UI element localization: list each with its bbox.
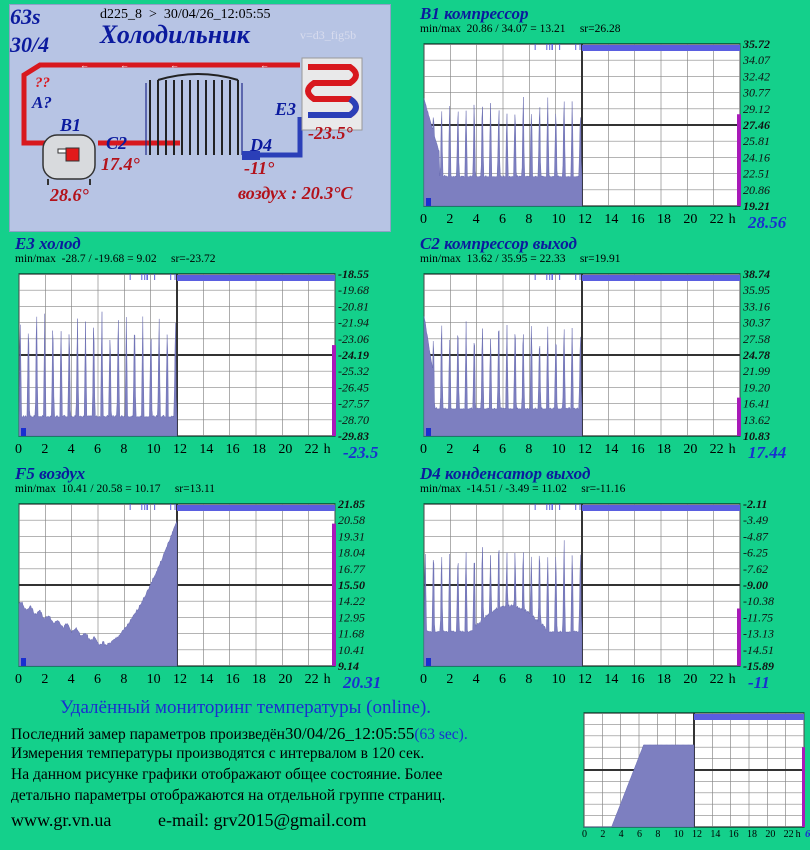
- x-tick-label: 10: [551, 672, 566, 687]
- x-tick-label: 6: [94, 672, 101, 687]
- y-tick-label: 24.16: [743, 150, 770, 165]
- x-tick-label: h: [728, 442, 736, 457]
- chart-panel-d4: [414, 464, 810, 690]
- x-tick-label: 6: [499, 442, 506, 457]
- chart-panel-c2: [414, 234, 810, 460]
- y-tick-label: 25.81: [743, 134, 770, 149]
- x-tick-label: 4: [472, 212, 480, 227]
- svg-text:←: ←: [120, 60, 129, 70]
- x-tick-label: 2: [446, 442, 454, 457]
- x-tick-label: 18: [657, 212, 671, 227]
- y-tick-label: 30.77: [743, 85, 770, 100]
- x-tick-label: 2: [600, 829, 606, 840]
- x-tick-label: 16: [630, 442, 645, 457]
- x-tick-label: 10: [551, 212, 566, 227]
- x-tick-label: 22: [304, 672, 319, 687]
- y-tick-label: -29.83: [338, 429, 369, 443]
- x-tick-label: 2: [446, 672, 454, 687]
- x-tick-label: h: [323, 442, 331, 457]
- x-tick-label: 16: [225, 442, 240, 457]
- y-tick-label: 18.04: [338, 545, 365, 560]
- x-tick-label: 6: [637, 829, 642, 840]
- age-label: 63s: [10, 4, 41, 29]
- x-tick-label: h: [323, 672, 331, 687]
- x-tick-label: 14: [199, 442, 214, 457]
- x-tick-label: 12: [578, 212, 592, 227]
- y-tick-label: -27.57: [338, 396, 369, 411]
- chart-stats: min/max 10.41 / 20.58 = 10.17 sr=13.11: [15, 483, 216, 495]
- schema-b1-label: B1: [60, 115, 82, 135]
- start-marker: [21, 658, 26, 666]
- chart-stats: min/max -14.51 / -3.49 = 11.02 sr=-11.16: [420, 483, 626, 495]
- y-tick-label: 19.21: [743, 199, 770, 213]
- x-tick-label: 12: [578, 442, 592, 457]
- y-tick-label: -19.68: [338, 283, 369, 298]
- svg-text:←: ←: [170, 60, 179, 70]
- x-tick-label: 8: [525, 212, 533, 227]
- y-tick-label: 19.31: [338, 529, 365, 544]
- y-tick-label: -20.81: [338, 299, 369, 314]
- x-tick-label: 10: [146, 672, 161, 687]
- x-tick-label: 20: [765, 829, 776, 840]
- x-tick-label: 20: [278, 672, 293, 687]
- x-tick-label: 14: [710, 829, 721, 840]
- y-tick-label: 35.95: [743, 283, 770, 298]
- y-tick-label: 30.37: [743, 315, 770, 330]
- current-level-bar: [737, 609, 741, 666]
- schema-c2-value: 17.4°: [101, 154, 140, 174]
- x-tick-label: 18: [252, 672, 266, 687]
- x-tick-label: 12: [173, 672, 187, 687]
- x-tick-label: 2: [41, 672, 49, 687]
- x-tick-label: 8: [120, 672, 128, 687]
- y-tick-label: 13.62: [743, 412, 770, 427]
- y-tick-label: -26.45: [338, 380, 369, 395]
- x-tick-label: 12: [578, 672, 592, 687]
- chart-panel-mini: [579, 708, 810, 850]
- schema-title: Холодильник: [100, 20, 250, 49]
- chart-svg: [9, 266, 405, 462]
- y-tick-label: 21.85: [338, 497, 365, 511]
- x-tick-label: 22: [709, 442, 724, 457]
- y-tick-label: 33.16: [743, 299, 770, 314]
- x-tick-label: 22: [709, 212, 724, 227]
- footer-line-3: На данном рисунке графики отображают общее состояние. Более: [11, 766, 443, 783]
- x-tick-label: 4: [618, 829, 624, 840]
- y-tick-label: 9.14: [338, 659, 359, 673]
- x-tick-label: 16: [630, 212, 645, 227]
- x-tick-label: 18: [747, 829, 757, 840]
- current-value: 6: [805, 828, 810, 840]
- chart-panel-f5: [9, 464, 405, 690]
- y-tick-label: -13.13: [743, 626, 774, 641]
- x-tick-label: 10: [146, 442, 161, 457]
- y-tick-label: -11.75: [743, 610, 774, 625]
- y-tick-label: 21.99: [743, 364, 770, 379]
- y-tick-label: 20.86: [743, 182, 770, 197]
- x-tick-label: 20: [683, 212, 698, 227]
- x-tick-label: h: [795, 829, 801, 840]
- x-tick-label: 8: [120, 442, 128, 457]
- footer-line-1-prefix: Последний замер параметров произведён: [11, 726, 285, 743]
- chart-svg: [414, 496, 810, 692]
- chart-stats: min/max -28.7 / -19.68 = 9.02 sr=-23.72: [15, 253, 216, 265]
- footer-line-1-age: (63 sec).: [414, 726, 468, 743]
- x-tick-label: h: [728, 212, 736, 227]
- y-tick-label: 16.41: [743, 396, 770, 411]
- x-tick-label: 2: [446, 212, 454, 227]
- footer-email-link[interactable]: e-mail: grv2015@gmail.com: [158, 810, 367, 830]
- y-tick-label: -9.00: [743, 578, 768, 592]
- x-tick-label: 8: [525, 672, 533, 687]
- compressor-icon: [43, 135, 95, 185]
- x-tick-label: 14: [604, 212, 619, 227]
- x-tick-label: 6: [94, 442, 101, 457]
- start-marker: [426, 428, 431, 436]
- x-tick-label: 6: [499, 672, 506, 687]
- x-tick-label: 20: [683, 442, 698, 457]
- x-tick-label: 12: [692, 829, 702, 840]
- current-value: 20.31: [343, 673, 382, 692]
- y-tick-label: 10.83: [743, 429, 770, 443]
- x-tick-label: 6: [499, 212, 506, 227]
- start-marker: [426, 658, 431, 666]
- x-tick-label: 22: [709, 672, 724, 687]
- footer-line-2: Измерения температуры производятся с интервалом в 120 сек.: [11, 745, 425, 762]
- current-level-bar: [332, 345, 336, 436]
- y-tick-label: 35.72: [743, 37, 770, 51]
- y-tick-label: -10.38: [743, 594, 774, 609]
- y-tick-label: -15.89: [743, 659, 774, 673]
- x-tick-label: 18: [252, 442, 266, 457]
- schema-a-label: A?: [32, 93, 52, 112]
- x-tick-label: 4: [472, 672, 480, 687]
- chart-title: F5 воздух: [15, 464, 86, 483]
- y-tick-label: 38.74: [743, 267, 770, 281]
- chart-title: E3 холод: [15, 234, 81, 253]
- svg-text:←: ←: [80, 60, 89, 70]
- current-value: -11: [748, 673, 770, 692]
- date-short: 30/4: [10, 32, 50, 57]
- y-tick-label: 29.12: [743, 101, 770, 116]
- future-band: [582, 45, 740, 51]
- y-tick-label: -6.25: [743, 545, 768, 560]
- y-tick-label: 32.42: [743, 69, 770, 84]
- x-tick-label: 18: [657, 672, 671, 687]
- y-tick-label: 20.58: [338, 513, 365, 528]
- footer-line-1-time: 30/04/26_12:05:55: [284, 724, 415, 743]
- device-timestamp: d225_8 > 30/04/26_12:05:55: [100, 7, 271, 22]
- x-tick-label: 0: [420, 212, 427, 227]
- x-tick-label: 2: [41, 442, 49, 457]
- y-tick-label: -14.51: [743, 642, 774, 657]
- x-tick-label: 0: [420, 442, 427, 457]
- version-label: v=d3_fig5b: [300, 28, 357, 42]
- y-tick-label: 10.41: [338, 642, 365, 657]
- future-band: [582, 505, 740, 511]
- future-band: [582, 275, 740, 281]
- x-tick-label: 10: [551, 442, 566, 457]
- x-tick-label: 8: [655, 829, 661, 840]
- y-tick-label: -28.70: [338, 412, 369, 427]
- svg-text:←: ←: [260, 60, 269, 70]
- chart-stats: min/max 20.86 / 34.07 = 13.21 sr=26.28: [420, 23, 621, 35]
- x-tick-label: 0: [15, 442, 22, 457]
- chart-panel-e3: [9, 234, 405, 460]
- start-marker: [21, 428, 26, 436]
- future-band: [694, 714, 804, 720]
- x-tick-label: 22: [304, 442, 319, 457]
- y-tick-label: 19.20: [743, 380, 770, 395]
- y-tick-label: -3.49: [743, 513, 768, 528]
- x-tick-label: 18: [657, 442, 671, 457]
- chart-title: C2 компрессор выход: [420, 234, 577, 253]
- y-tick-label: 34.07: [743, 53, 770, 68]
- x-tick-label: 16: [728, 829, 739, 840]
- x-tick-label: 8: [525, 442, 533, 457]
- chart-title: B1 компрессор: [420, 4, 529, 23]
- x-tick-label: 20: [683, 672, 698, 687]
- chart-svg: [9, 496, 405, 692]
- y-tick-label: 15.50: [338, 578, 365, 592]
- schema-d4-label: D4: [250, 135, 272, 155]
- footer-website-link[interactable]: www.gr.vn.ua: [11, 810, 112, 830]
- current-value: 28.56: [748, 213, 787, 232]
- chart-title: D4 конденсатор выход: [420, 464, 591, 483]
- x-tick-label: 0: [582, 829, 587, 840]
- start-marker: [426, 198, 431, 206]
- current-level-bar: [332, 524, 336, 666]
- schema-d4-value: -11°: [244, 158, 275, 178]
- footer-line-4: детально параметры отображаются на отдельной группе страниц.: [11, 787, 446, 804]
- y-tick-label: 27.58: [743, 331, 770, 346]
- chart-svg: [579, 708, 810, 850]
- footer-heading: Удалённый мониторинг температуры (online).: [60, 697, 432, 718]
- x-tick-label: 12: [173, 442, 187, 457]
- future-band: [177, 275, 335, 281]
- x-tick-label: h: [728, 672, 736, 687]
- schema-e3-label: E3: [275, 99, 297, 119]
- x-tick-label: 14: [604, 442, 619, 457]
- y-tick-label: -18.55: [338, 267, 369, 281]
- current-value: -23.5: [343, 443, 379, 462]
- y-tick-label: -24.19: [338, 348, 369, 362]
- schema-e3-value: -23.5°: [308, 123, 353, 143]
- schema-air: воздух : 20.3°C: [238, 183, 353, 203]
- y-tick-label: 12.95: [338, 610, 365, 625]
- future-band: [177, 505, 335, 511]
- current-level-bar: [737, 398, 741, 436]
- x-tick-label: 20: [278, 442, 293, 457]
- x-tick-label: 0: [15, 672, 22, 687]
- footer-line-1: [11, 724, 468, 744]
- chart-svg: [414, 266, 810, 462]
- x-tick-label: 0: [420, 672, 427, 687]
- x-tick-label: 4: [67, 442, 75, 457]
- chart-panel-b1: [414, 4, 810, 230]
- y-tick-label: 11.68: [338, 626, 365, 641]
- current-level-bar: [802, 747, 805, 827]
- x-tick-label: 16: [630, 672, 645, 687]
- y-tick-label: 27.46: [743, 118, 770, 132]
- y-tick-label: 22.51: [743, 166, 770, 181]
- schema-c2-label: C2: [106, 133, 128, 153]
- chart-stats: min/max 13.62 / 35.95 = 22.33 sr=19.91: [420, 253, 621, 265]
- y-tick-label: 16.77: [338, 561, 365, 576]
- x-tick-label: 22: [783, 829, 794, 840]
- y-tick-label: 24.78: [743, 348, 770, 362]
- x-tick-label: 4: [67, 672, 75, 687]
- x-tick-label: 14: [199, 672, 214, 687]
- current-value: 17.44: [748, 443, 787, 462]
- y-tick-label: 14.22: [338, 594, 365, 609]
- y-tick-label: -4.87: [743, 529, 768, 544]
- y-tick-label: -2.11: [743, 497, 768, 511]
- x-tick-label: 4: [472, 442, 480, 457]
- x-tick-label: 16: [225, 672, 240, 687]
- x-tick-label: 14: [604, 672, 619, 687]
- schema-b1-value: 28.6°: [50, 185, 89, 205]
- y-tick-label: -25.32: [338, 364, 369, 379]
- x-tick-label: 10: [673, 829, 684, 840]
- y-tick-label: -21.94: [338, 315, 369, 330]
- y-tick-label: -23.06: [338, 331, 369, 346]
- y-tick-label: -7.62: [743, 561, 768, 576]
- chart-svg: [414, 36, 810, 232]
- current-level-bar: [737, 114, 741, 206]
- schema-qmark: ??: [35, 75, 50, 91]
